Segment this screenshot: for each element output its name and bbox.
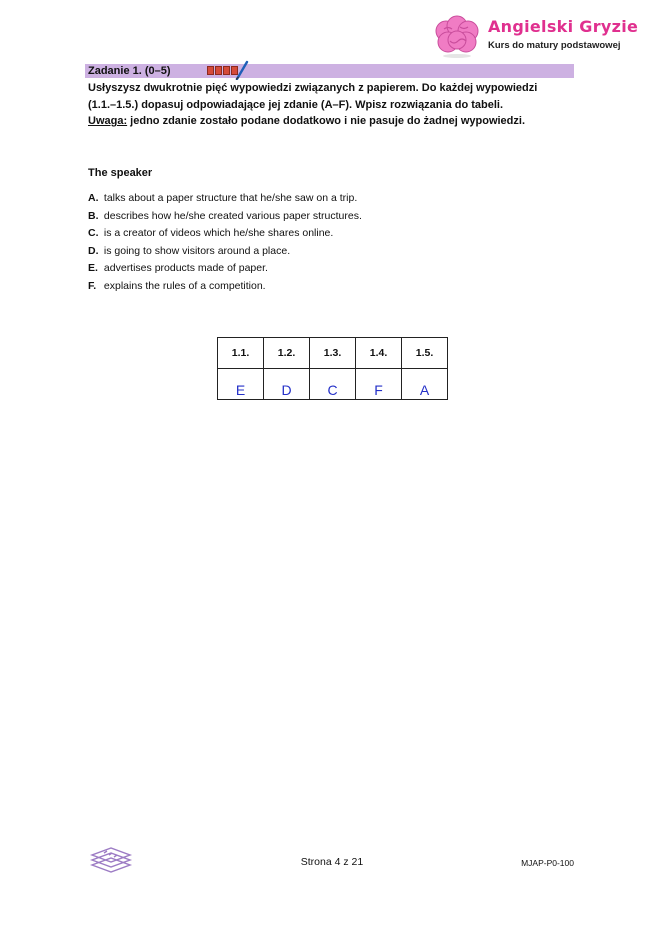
document-code: MJAP-P0-100 bbox=[521, 858, 574, 868]
option-text: is going to show visitors around a place. bbox=[103, 244, 291, 257]
list-item bbox=[88, 243, 362, 261]
answer-cell[interactable]: D bbox=[264, 369, 310, 400]
skill-badge bbox=[207, 66, 214, 75]
note-label: Uwaga: bbox=[88, 115, 128, 127]
header-cell: 1.3. bbox=[310, 338, 356, 369]
skill-badge bbox=[215, 66, 222, 75]
note-text: jedno zdanie zostało podane dodatkowo i nie pasuje do żadnej wypowiedzi. bbox=[127, 115, 525, 127]
option-text: talks about a paper structure that he/she saw on a trip. bbox=[103, 192, 358, 204]
option-text: explains the rules of a competition. bbox=[103, 279, 266, 292]
task-title: Zadanie 1. (0–5) bbox=[88, 65, 171, 77]
header-cell: 1.1. bbox=[218, 338, 264, 369]
list-item bbox=[88, 190, 362, 208]
brand-header bbox=[434, 13, 649, 63]
option-letter: E. bbox=[88, 262, 98, 275]
instruction-line-1: Usłyszysz dwukrotnie pięć wypowiedzi związanych z papierem. Do każdej wypowiedzi bbox=[88, 82, 538, 94]
list-item bbox=[88, 278, 362, 296]
list-item bbox=[88, 208, 362, 226]
skill-badge bbox=[223, 66, 230, 75]
option-letter: B. bbox=[88, 209, 99, 222]
option-text: is a creator of videos which he/she shares online. bbox=[103, 227, 334, 240]
page-number: Strona 4 z 21 bbox=[300, 856, 364, 868]
header-cell: 1.4. bbox=[356, 338, 402, 369]
answer-cell[interactable]: E bbox=[218, 369, 264, 400]
option-letter: F. bbox=[88, 279, 97, 292]
skill-badges bbox=[207, 66, 238, 75]
brand-subtitle: Kurs do matury podstawowej bbox=[488, 40, 621, 51]
brand-name: Angielski Gryzie bbox=[488, 17, 639, 36]
header-cell: 1.2. bbox=[264, 338, 310, 369]
list-item bbox=[88, 260, 362, 278]
task-instructions bbox=[88, 80, 578, 130]
option-list bbox=[88, 190, 362, 296]
answer-cell[interactable]: A bbox=[402, 369, 448, 400]
table-header-row bbox=[218, 338, 448, 369]
header-cell: 1.5. bbox=[402, 338, 448, 369]
brain-logo-icon bbox=[434, 15, 480, 59]
option-letter: D. bbox=[88, 244, 99, 257]
list-item bbox=[88, 225, 362, 243]
speaker-heading: The speaker bbox=[88, 167, 153, 179]
table-answer-row bbox=[218, 369, 448, 400]
option-letter: A. bbox=[88, 192, 99, 204]
answer-table bbox=[217, 337, 448, 400]
task-header-bar bbox=[85, 64, 574, 78]
option-text: describes how he/she created various paper structures. bbox=[103, 209, 362, 222]
option-letter: C. bbox=[88, 227, 99, 240]
option-text: advertises products made of paper. bbox=[103, 262, 268, 275]
pencil-icon bbox=[235, 60, 249, 80]
instruction-line-2: (1.1.–1.5.) dopasuj odpowiadające jej zdanie (A–F). Wpisz rozwiązania do tabeli. bbox=[88, 98, 504, 111]
answer-cell[interactable]: C bbox=[310, 369, 356, 400]
answer-cell[interactable]: F bbox=[356, 369, 402, 400]
